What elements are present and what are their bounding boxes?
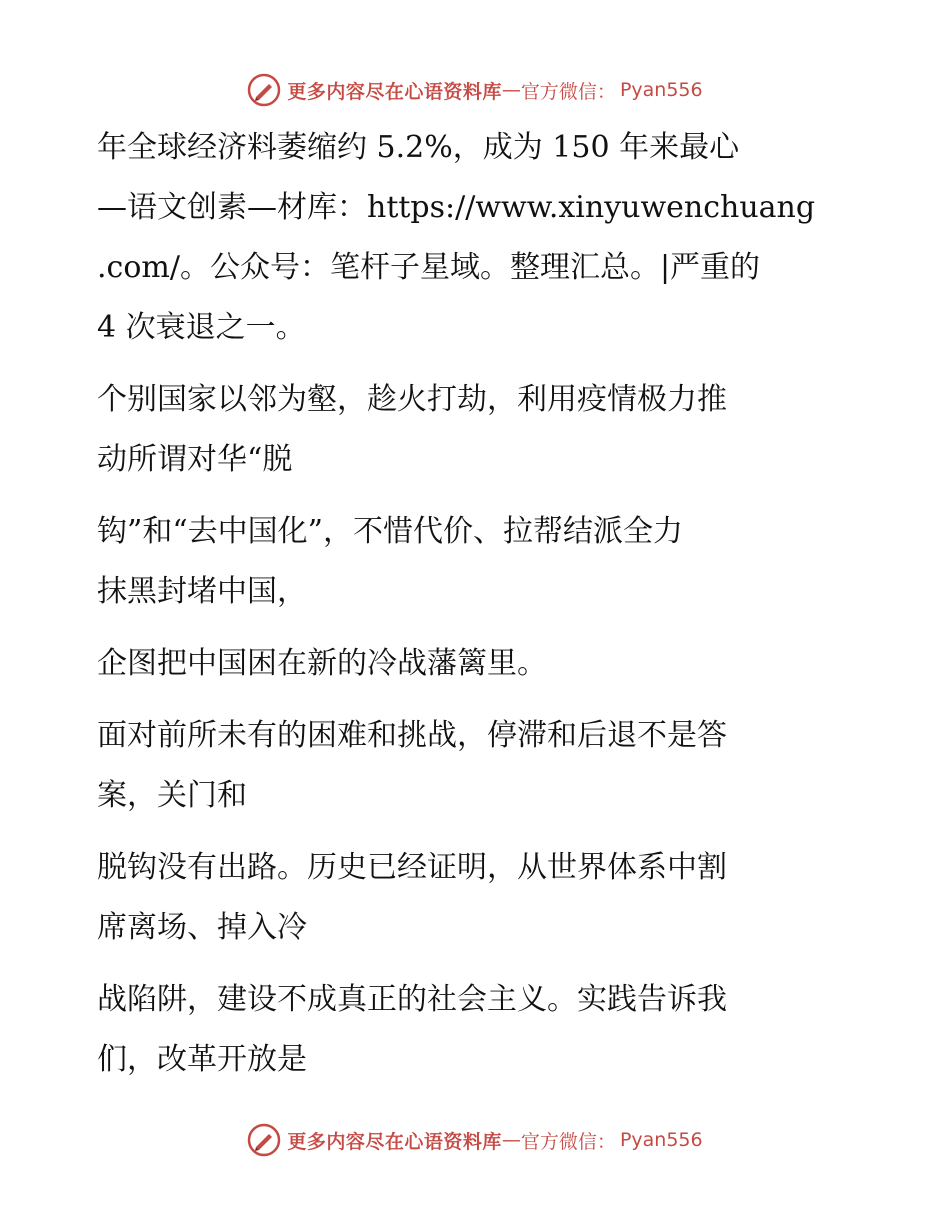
paragraph <box>97 118 857 358</box>
text-line: 年全球经济料萎缩约 5.2%，成为 150 年来最心 <box>97 130 740 165</box>
document-body <box>97 118 857 1090</box>
banner-wechat-id: Pyan556 <box>619 1129 703 1151</box>
text-line: 脱钩没有出路。历史已经证明，从世界体系中割 <box>97 850 727 885</box>
text-line: 案，关门和 <box>97 778 247 813</box>
banner-wechat-id: Pyan556 <box>619 79 703 101</box>
paragraph <box>97 634 857 694</box>
paragraph <box>97 970 857 1090</box>
text-line: 们，改革开放是 <box>97 1042 307 1077</box>
banner-site-text: 更多内容尽在心语资料库 <box>287 80 502 103</box>
text-line: 个别国家以邻为壑，趁火打劫，利用疫情极力推 <box>97 382 727 417</box>
banner-wechat-label: 官方微信： <box>520 1130 616 1153</box>
text-line: 动所谓对华“脱 <box>97 442 293 477</box>
text-line: —语文创素—材库：https://www.xinyuwenchuang <box>97 190 816 225</box>
text-line: 战陷阱，建设不成真正的社会主义。实践告诉我 <box>97 982 727 1017</box>
banner-site-text: 更多内容尽在心语资料库 <box>287 1130 502 1153</box>
text-line: 席离场、掉入冷 <box>97 910 307 945</box>
pen-logo-icon <box>247 73 281 107</box>
banner-wechat-label: 官方微信： <box>520 80 616 103</box>
banner-separator: — <box>501 79 521 101</box>
footer-banner <box>0 1120 950 1160</box>
paragraph <box>97 502 857 622</box>
text-line: 4 次衰退之一。 <box>97 310 306 345</box>
paragraph <box>97 838 857 958</box>
text-line: 面对前所未有的困难和挑战，停滞和后退不是答 <box>97 718 727 753</box>
header-banner <box>0 70 950 110</box>
text-line: .com/。公众号：笔杆子星域。整理汇总。|严重的 <box>97 250 761 285</box>
paragraph <box>97 370 857 490</box>
text-line: 抹黑封堵中国， <box>97 574 307 609</box>
text-line: 企图把中国困在新的冷战藩篱里。 <box>97 646 547 681</box>
pen-logo-icon <box>247 1123 281 1157</box>
text-line: 钩”和“去中国化”，不惜代价、拉帮结派全力 <box>97 514 684 549</box>
paragraph <box>97 706 857 826</box>
banner-separator: — <box>501 1129 521 1151</box>
